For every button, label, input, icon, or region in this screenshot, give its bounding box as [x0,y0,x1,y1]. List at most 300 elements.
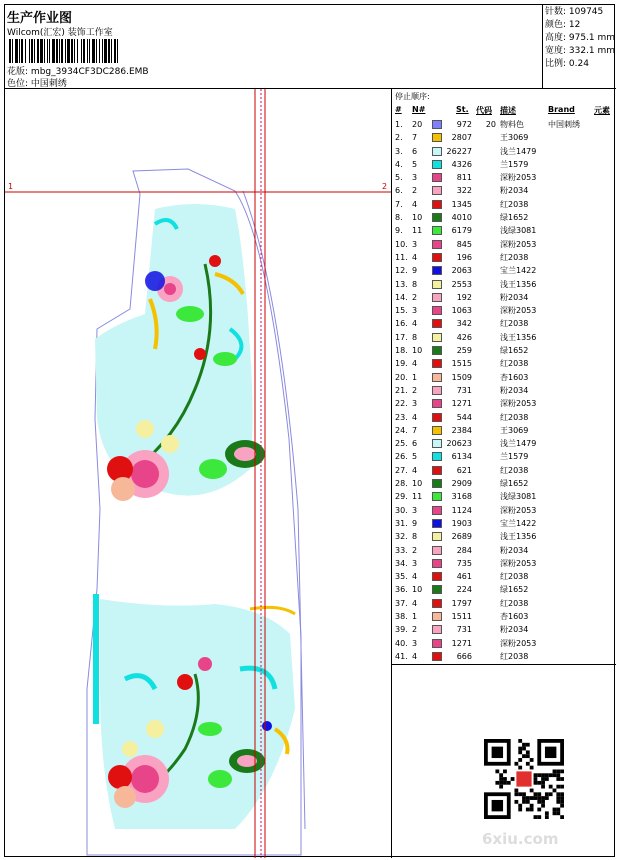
row-index: 36. [395,585,408,595]
header-panel [5,5,543,89]
row-stitches: 1515 [451,359,472,369]
row-stitches: 2384 [451,425,472,435]
row-description: 兰1579 [500,452,529,462]
row-index: 29. [395,492,408,502]
row-index: 8. [395,213,403,223]
row-index: 39. [395,625,408,635]
row-stitches: 666 [456,651,472,661]
row-description: 红2038 [500,572,529,582]
row-stitches: 20623 [446,439,472,449]
row-needle: 8 [412,332,418,342]
col-header-desc: 描述 [500,106,516,115]
row-stitches: 461 [456,572,472,582]
pink-leaf-center [237,755,257,767]
row-stitches: 1345 [451,199,472,209]
row-index: 34. [395,558,408,568]
color-swatch [432,373,442,382]
row-description: 红2038 [500,319,529,329]
col-header-code: 代码 [476,106,492,115]
table-row [392,570,616,583]
row-needle: 3 [412,239,418,249]
table-row [392,437,616,450]
table-row [392,118,616,131]
design-preview [5,89,392,858]
table-row [392,637,616,650]
row-description: 浅绿3081 [500,492,537,502]
table-row [392,544,616,557]
embroidery-preview [5,89,392,858]
row-stitches: 2553 [451,279,472,289]
row-needle: 9 [412,266,418,276]
row-stitches: 1509 [451,372,472,382]
row-description: 杏1603 [500,372,529,382]
table-row [392,211,616,224]
row-index: 27. [395,465,408,475]
row-stitches: 196 [456,252,472,262]
row-needle: 7 [412,133,418,143]
colorpos-line [7,76,67,89]
color-swatch [432,479,442,488]
color-swatch [432,559,442,568]
row-description: 深粉2053 [500,399,537,409]
row-needle: 2 [412,186,418,196]
green-leaf [198,722,222,736]
table-row [392,490,616,503]
stop-sequence-title: 停止顺序: [395,92,430,101]
table-row [392,264,616,277]
col-header-no: N# [412,105,426,114]
color-swatch [432,240,442,249]
green-leaf [213,352,237,366]
stat-colors: 颜色: 12 [545,20,581,30]
row-description: 浅王1356 [500,332,537,342]
peach-flower [111,477,135,501]
row-index: 10. [395,239,408,249]
sheet-title: 生产作业图 [7,11,73,26]
color-swatch [432,399,442,408]
barcode [9,39,241,63]
design-label: 花版: [7,67,29,77]
table-row [392,650,616,663]
row-description: 王3069 [500,133,529,143]
green-leaf [208,770,232,788]
cream-flower [161,435,179,453]
color-swatch [432,546,442,555]
stop-rows [392,118,616,663]
stats-panel [543,5,616,89]
table-row [392,371,616,384]
row-description: 粉2034 [500,385,529,395]
row-stitches: 1903 [451,518,472,528]
row-index: 31. [395,518,408,528]
row-stitches: 1271 [451,399,472,409]
row-description: 深粉2053 [500,239,537,249]
color-swatch [432,359,442,368]
color-swatch [432,346,442,355]
color-swatch [432,253,442,262]
row-stitches: 1511 [451,611,472,621]
row-description: 红2038 [500,598,529,608]
table-row [392,198,616,211]
peach-flower [114,786,136,808]
row-description: 红2038 [500,465,529,475]
table-row [392,131,616,144]
table-row [392,397,616,410]
table-row [392,184,616,197]
row-index: 40. [395,638,408,648]
row-description: 绿1652 [500,213,529,223]
row-stitches: 322 [456,186,472,196]
row-description: 浅绿3081 [500,226,537,236]
row-description: 粉2034 [500,545,529,555]
table-row [392,145,616,158]
row-description: 宝兰1422 [500,518,537,528]
row-stitches: 1271 [451,638,472,648]
row-stitches: 4326 [451,159,472,169]
row-stitches: 2909 [451,479,472,489]
row-index: 38. [395,611,408,621]
color-swatch [432,519,442,528]
table-row [392,424,616,437]
row-description: 红2038 [500,199,529,209]
color-swatch [432,506,442,515]
row-needle: 6 [412,439,418,449]
row-stitches: 845 [456,239,472,249]
color-swatch [432,160,442,169]
row-description: 红2038 [500,651,529,661]
row-stitches: 621 [456,465,472,475]
row-description: 绿1652 [500,346,529,356]
col-header-element: 元素 [594,106,610,115]
row-stitches: 1797 [451,598,472,608]
color-swatch [432,652,442,661]
row-index: 19. [395,359,408,369]
row-stitches: 2807 [451,133,472,143]
row-index: 18. [395,346,408,356]
table-row [392,504,616,517]
row-description: 浅王1356 [500,532,537,542]
row-stitches: 731 [456,625,472,635]
red-bud [177,674,193,690]
colorpos-value: 中国刺绣 [30,79,67,89]
color-swatch [432,466,442,475]
row-needle: 4 [412,359,418,369]
row-description: 绿1652 [500,479,529,489]
row-stitches: 26227 [446,146,472,156]
color-swatch [432,120,442,129]
table-row [392,171,616,184]
row-index: 16. [395,319,408,329]
row-needle: 10 [412,346,423,356]
pink-bud [198,657,212,671]
row-description: 粉2034 [500,186,529,196]
row-description: 深粉2053 [500,638,537,648]
color-swatch [432,226,442,235]
row-needle: 3 [412,399,418,409]
color-swatch [432,426,442,435]
color-swatch [432,333,442,342]
col-header-idx: # [395,105,402,114]
row-description: 深粉2053 [500,173,537,183]
cream-flower [146,720,164,738]
row-description: 红2038 [500,412,529,422]
watermark: 6xiu.com [482,830,559,848]
row-stitches: 972 [456,120,472,129]
row-needle: 8 [412,279,418,289]
table-row [392,557,616,570]
table-row [392,517,616,530]
color-swatch [432,439,442,448]
row-index: 21. [395,385,408,395]
table-row [392,384,616,397]
row-stitches: 731 [456,385,472,395]
row-description: 物料色 [500,120,524,129]
row-needle: 7 [412,425,418,435]
row-index: 37. [395,598,408,608]
col-header-brand: Brand [548,105,575,114]
row-description: 浅兰1479 [500,439,537,449]
color-swatch [432,585,442,594]
row-needle: 2 [412,545,418,555]
color-swatch [432,266,442,275]
row-needle: 4 [412,465,418,475]
table-row [392,331,616,344]
row-description: 浅兰1479 [500,146,537,156]
green-leaf [176,306,204,322]
row-needle: 1 [412,611,418,621]
table-row [392,317,616,330]
row-description: 王3069 [500,425,529,435]
row-needle: 1 [412,372,418,382]
flower-center [164,283,176,295]
row-index: 28. [395,479,408,489]
row-needle: 5 [412,452,418,462]
row-needle: 4 [412,199,418,209]
table-row [392,450,616,463]
color-swatch [432,133,442,142]
bottom-border-stripe [93,594,99,724]
row-needle: 4 [412,572,418,582]
row-needle: 2 [412,292,418,302]
color-swatch [432,319,442,328]
row-index: 4. [395,159,403,169]
table-row [392,530,616,543]
table-row [392,278,616,291]
red-flower [108,765,132,789]
row-index: 33. [395,545,408,555]
row-stitches: 342 [456,319,472,329]
row-index: 3. [395,146,403,156]
row-index: 13. [395,279,408,289]
row-index: 25. [395,439,408,449]
row-description: 绿1652 [500,585,529,595]
row-index: 17. [395,332,408,342]
big-flower-center [131,460,159,488]
row-stitches: 259 [456,346,472,356]
row-needle: 4 [412,651,418,661]
color-swatch [432,452,442,461]
blue-bud [262,721,272,731]
row-stitches: 1063 [451,306,472,316]
table-row [392,291,616,304]
table-row [392,344,616,357]
color-swatch [432,639,442,648]
row-index: 23. [395,412,408,422]
yellow-swirl [250,607,295,614]
row-stitches: 544 [456,412,472,422]
row-index: 5. [395,173,403,183]
table-row [392,158,616,171]
row-needle: 4 [412,412,418,422]
row-description: 浅王1356 [500,279,537,289]
row-description: 深粉2053 [500,558,537,568]
qr-code-icon [484,739,564,819]
design-name: mbg_3934CF3DC286.EMB [30,67,149,77]
sheet-subtitle: Wilcom(汇宏) 装饰工作室 [7,28,113,38]
axis-label-right: 2 [382,182,388,191]
table-row [392,238,616,251]
row-index: 2. [395,133,403,143]
table-row [392,304,616,317]
row-description: 深粉2053 [500,306,537,316]
row-index: 15. [395,306,408,316]
stat-height: 高度: 975.1 mm [545,33,616,43]
row-index: 12. [395,266,408,276]
color-swatch [432,599,442,608]
stat-width: 宽度: 332.1 mm [545,46,616,56]
row-description: 兰1579 [500,159,529,169]
row-needle: 3 [412,638,418,648]
row-needle: 9 [412,518,418,528]
table-row [392,610,616,623]
axis-label-left: 1 [8,182,14,191]
row-index: 35. [395,572,408,582]
color-swatch [432,386,442,395]
color-swatch [432,293,442,302]
row-brand: 中国刺绣 [548,120,580,129]
row-index: 20. [395,372,408,382]
blue-flower [145,271,165,291]
row-index: 7. [395,199,403,209]
row-stitches: 6179 [451,226,472,236]
row-needle: 6 [412,146,418,156]
row-needle: 4 [412,252,418,262]
color-swatch [432,306,442,315]
row-description: 粉2034 [500,292,529,302]
row-index: 14. [395,292,408,302]
row-description: 宝兰1422 [500,266,537,276]
row-needle: 10 [412,213,423,223]
stop-sequence-table [392,89,616,665]
color-swatch [432,572,442,581]
row-stitches: 735 [456,558,472,568]
row-stitches: 3168 [451,492,472,502]
color-swatch [432,625,442,634]
row-needle: 3 [412,306,418,316]
row-needle: 10 [412,479,423,489]
row-stitches: 284 [456,545,472,555]
row-stitches: 2689 [451,532,472,542]
table-row [392,357,616,370]
row-stitches: 811 [456,173,472,183]
row-needle: 2 [412,625,418,635]
pink-leaf-center [234,447,256,461]
color-swatch [432,612,442,621]
row-index: 41. [395,651,408,661]
row-needle: 3 [412,173,418,183]
production-sheet [4,4,615,857]
row-description: 深粉2053 [500,505,537,515]
table-row [392,597,616,610]
row-index: 9. [395,226,403,236]
row-description: 杏1603 [500,611,529,621]
row-stitches: 224 [456,585,472,595]
color-swatch [432,213,442,222]
table-row [392,583,616,596]
row-needle: 11 [412,226,423,236]
row-stitches: 2063 [451,266,472,276]
cream-flower [122,741,138,757]
row-index: 26. [395,452,408,462]
green-leaf [199,459,227,479]
row-needle: 4 [412,598,418,608]
color-swatch [432,413,442,422]
color-swatch [432,532,442,541]
row-description: 粉2034 [500,625,529,635]
row-stitches: 6134 [451,452,472,462]
color-swatch [432,200,442,209]
row-needle: 5 [412,159,418,169]
row-index: 32. [395,532,408,542]
big-flower-center [131,765,159,793]
row-stitches: 426 [456,332,472,342]
color-swatch [432,186,442,195]
row-description: 红2038 [500,359,529,369]
stat-scale: 比例: 0.24 [545,59,589,69]
row-stitches: 192 [456,292,472,302]
row-needle: 8 [412,532,418,542]
qr-panel [392,665,616,858]
row-description: 红2038 [500,252,529,262]
stat-stitches: 针数: 109745 [545,7,604,17]
table-row [392,224,616,237]
red-bud [209,255,221,267]
row-needle: 10 [412,585,423,595]
row-index: 24. [395,425,408,435]
row-needle: 20 [412,120,423,129]
row-needle: 11 [412,492,423,502]
row-needle: 3 [412,558,418,568]
color-swatch [432,147,442,156]
red-bud [194,348,206,360]
colorpos-label: 色位: [7,79,29,89]
color-swatch [432,492,442,501]
table-row [392,411,616,424]
row-index: 11. [395,252,408,262]
table-row [392,464,616,477]
table-row [392,477,616,490]
color-swatch [432,173,442,182]
row-stitches: 1124 [451,505,472,515]
row-stitches: 4010 [451,213,472,223]
col-header-st: St. [456,105,469,114]
table-row [392,623,616,636]
row-index: 30. [395,505,408,515]
row-index: 1. [395,120,403,129]
color-swatch [432,280,442,289]
row-needle: 2 [412,385,418,395]
row-needle: 4 [412,319,418,329]
